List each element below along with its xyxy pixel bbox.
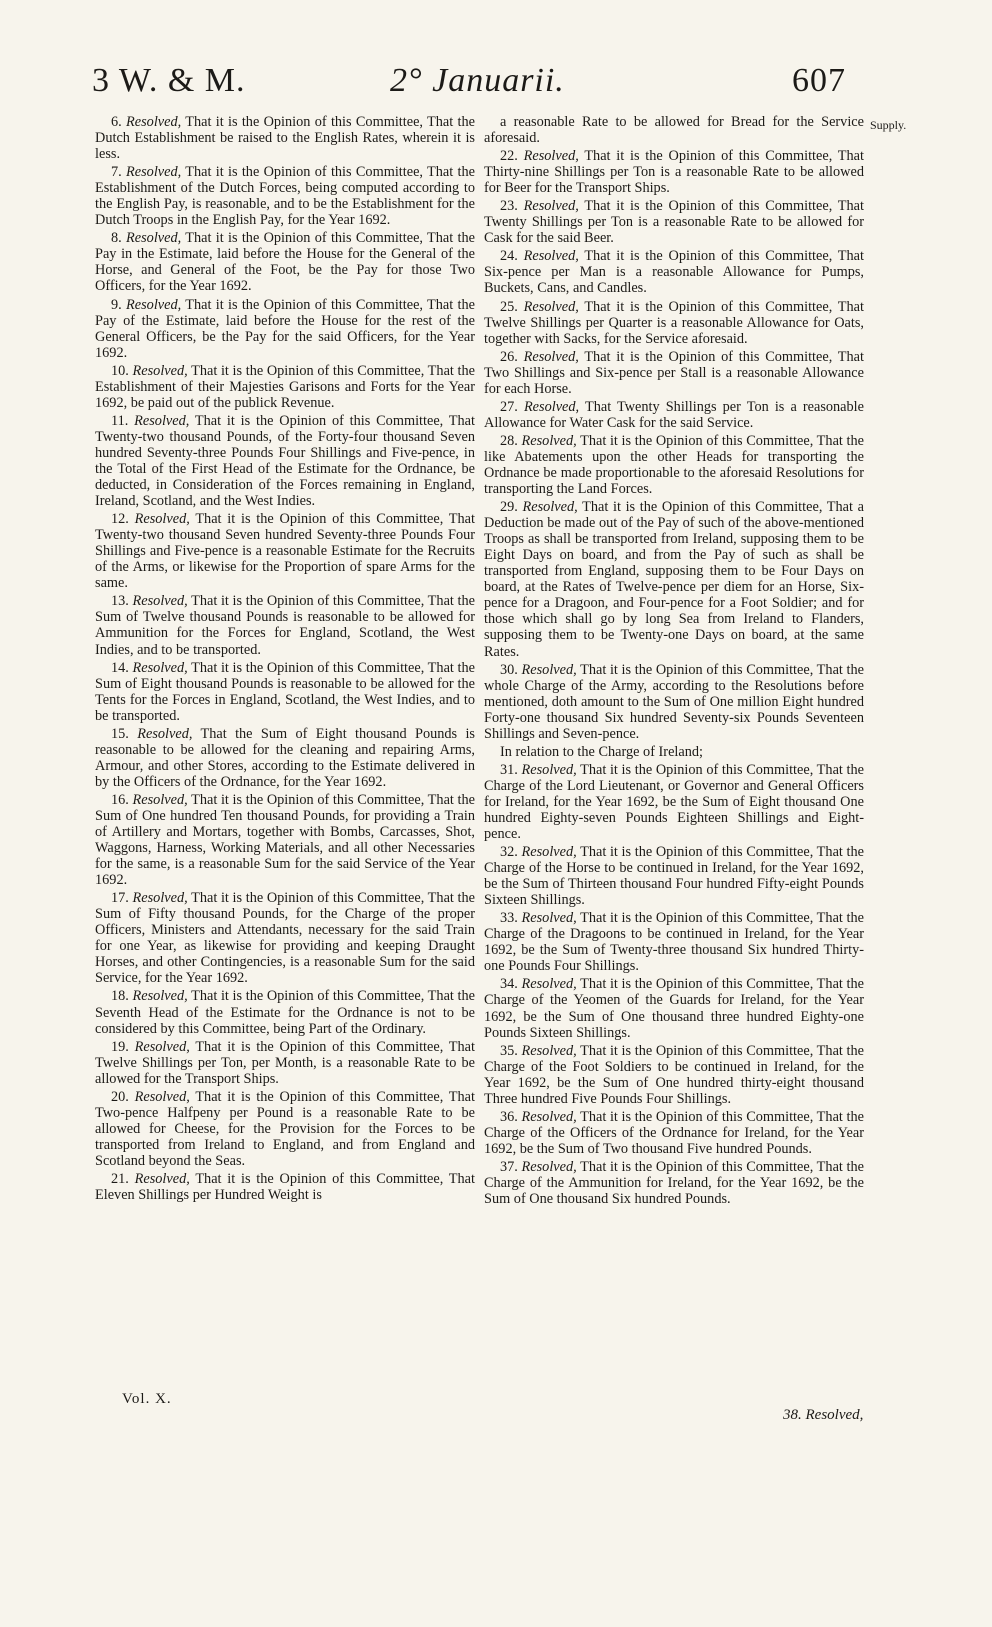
catchword: 38. Resolved, (783, 1407, 864, 1423)
resolution-number: 23. (500, 198, 518, 215)
resolution-paragraph (95, 726, 475, 790)
resolution-paragraph (95, 511, 475, 591)
resolution-number: 8. (111, 230, 122, 247)
resolved-word: Resolved, (132, 791, 188, 808)
resolution-text: That it is the Opinion of this Committee, That the Charge of the Horse to be continued in Ireland, for the Year 1692, be the Sum of Thirteen thousand Four hundred Fifty-eight Pounds Sixteen Shillings. (484, 844, 864, 909)
resolution-text: That it is the Opinion of this Committee, That Twenty Shillings per Ton is a reasonable Rate to be allowed for Cask for the said Beer. (484, 198, 864, 247)
resolution-text: That it is the Opinion of this Committee, That the Sum of Fifty thousand Pounds, for the Charge of the proper Officers, Ministers and Attendants, necessary for the said Train for one Year, as likewise for providing and keeping Draught Horses, and other Contingencies, is a reasonable Sum for the said Service, for the Year 1692. (95, 890, 475, 987)
resolution-paragraph (95, 890, 475, 986)
resolution-number: 32. (500, 844, 518, 861)
resolution-number: 20. (111, 1088, 129, 1105)
resolution-text: That it is the Opinion of this Committee, That Two-pence Halfpeny per Pound is a reasonable Rate to be allowed for Cheese, for the Provision for the Forces to be transported from Ireland to England, and from England and Scotland beyond the Seas. (95, 1088, 475, 1169)
resolution-paragraph (484, 114, 864, 146)
resolution-number: 22. (500, 148, 518, 165)
resolution-paragraph (95, 1039, 475, 1087)
resolution-text: That it is the Opinion of this Committee, That Twelve Shillings per Quarter is a reasonable Allowance for Oats, together with Sacks, for the Service aforesaid. (484, 298, 864, 347)
resolution-text: That it is the Opinion of this Committee, That the Charge of the Lord Lieutenant, or Governor and General Officers for Ireland, for the Year 1692, be the Sum of Eight thousand One hundred Eighty-seven Pounds Eighteen Shillings and Eight-pence. (484, 761, 864, 843)
resolution-text: That it is the Opinion of this Committee, That the Charge of the Yeomen of the Guards for Ireland, for the Year 1692, be the Sum of One thousand three hundred Eighty-one Pounds Sixteen Shillings. (484, 976, 864, 1041)
resolution-number: 15. (111, 725, 129, 742)
resolved-word: Resolved, (523, 148, 579, 165)
resolved-word: Resolved, (521, 661, 577, 678)
resolution-number: 12. (111, 511, 129, 528)
resolution-number: 24. (500, 248, 518, 265)
resolution-text: That it is the Opinion of this Committee, That the Establishment of their Majesties Garisons and Forts for the Year 1692, be paid out of the publick Revenue. (95, 362, 475, 411)
resolution-number: 29. (500, 499, 518, 516)
resolution-text: That it is the Opinion of this Committee, That Twelve Shillings per Ton, per Month, is a reasonable Rate to be allowed for the Transport Ships. (95, 1038, 475, 1087)
resolution-paragraph (95, 230, 475, 294)
resolution-paragraph (484, 148, 864, 196)
margin-note-supply: Supply. (870, 118, 907, 132)
resolution-text: That it is the Opinion of this Committee, That the Charge of the Ammunition for Ireland, for the Year 1692, be the Sum of One thousand Six hundred Pounds. (484, 1158, 864, 1208)
resolution-number: 34. (500, 976, 518, 993)
resolution-number: 9. (111, 296, 122, 313)
resolution-text: That it is the Opinion of this Committee, That the Sum of Eight thousand Pounds is reasonable to be allowed for the Tents for the Forces in England, Scotland, the West Indies, and to be transported. (95, 659, 475, 724)
resolution-text: That Twenty Shillings per Ton is a reasonable Allowance for Water Cask for the said Service. (484, 398, 864, 431)
resolved-word: Resolved, (132, 362, 188, 379)
resolution-text: That it is the Opinion of this Committee, That the Charge of the Dragoons to be continued in Ireland, for the Year 1692, be the Sum of Twenty-three thousand Six hundred Thirty-one Pounds Four Shillings. (484, 910, 864, 975)
resolution-paragraph (95, 988, 475, 1036)
resolution-paragraph (484, 349, 864, 397)
resolution-number: 35. (500, 1042, 518, 1059)
resolution-text: That it is the Opinion of this Committee, That the Sum of One hundred Ten thousand Pounds, for providing a Train of Artillery and Mortars, together with Bombs, Carcasses, Shot, Waggons, Harness, Working Materials, and all other Necessaries for the same, is a reasonable Sum for the said Service of the Year 1692. (95, 791, 475, 889)
resolution-paragraph (95, 1171, 475, 1203)
running-head-regnal-year: 3 W. & M. (92, 62, 246, 99)
resolved-word: Resolved, (134, 412, 190, 429)
resolved-word: Resolved, (521, 432, 577, 449)
resolution-number: 11. (111, 412, 129, 429)
resolution-number: 36. (500, 1108, 518, 1125)
page-number: 607 (792, 62, 846, 99)
resolution-paragraph (484, 744, 864, 760)
volume-marker: Vol. X. (122, 1391, 172, 1407)
resolution-text: That it is the Opinion of this Committee, That Twenty-two thousand Seven hundred Seventy-three Pounds Four Shillings and Five-pence is a reasonable Estimate for the Recruits of the Arms, or likewise for the Proportion of spare Arms for the same. (95, 511, 475, 592)
resolution-text: That it is the Opinion of this Committee, That the Charge of the Officers of the Ordnance for Ireland, for the Year 1692, be the Sum of Two thousand Five hundred Pounds. (484, 1108, 864, 1157)
resolved-word: Resolved, (126, 296, 182, 313)
resolution-text: That the Sum of Eight thousand Pounds is reasonable to be allowed for the cleaning and repairing Arms, Armour, and other Stores, according to the Estimate delivered in by the Officers of the Ordnance, for the Year 1692. (95, 725, 475, 790)
resolution-text: That it is the Opinion of this Committee, That Eleven Shillings per Hundred Weight is (95, 1171, 475, 1204)
resolution-number: 10. (111, 362, 129, 379)
resolution-number: 6. (111, 114, 122, 130)
resolved-word: Resolved, (134, 511, 190, 528)
resolved-word: Resolved, (521, 1158, 577, 1175)
resolved-word: Resolved, (137, 725, 193, 742)
resolved-word: Resolved, (521, 761, 577, 778)
resolved-word: Resolved, (521, 844, 577, 861)
resolution-paragraph (484, 976, 864, 1040)
resolution-paragraph (95, 660, 475, 724)
resolution-text: That it is the Opinion of this Committee, That Six-pence per Man is a reasonable Allowance for Pumps, Buckets, Cans, and Candles. (484, 248, 864, 297)
resolution-number: 16. (111, 791, 129, 808)
resolved-word: Resolved, (134, 1088, 190, 1105)
resolved-word: Resolved, (523, 348, 579, 365)
resolved-word: Resolved, (523, 398, 580, 415)
resolution-number: 14. (111, 659, 129, 676)
resolution-text: That it is the Opinion of this Committee, That a Deduction be made out of the Pay of such of the above-mentioned Troops as shall be transported from Ireland, supposing them to be Eight Days on board, and from the Pay of such as shall be transported from England, supposing them to be Four Days on board, at the Rates of Twelve-pence per diem for an Horse, Six-pence for a Dragoon, and Four-pence for a Foot Soldier; and for those which shall go by long Sea from Ireland to Flanders, supposing them to be Twenty-one Days on board, at the same Rates. (484, 499, 864, 660)
resolution-paragraph (484, 499, 864, 659)
resolution-text: That it is the Opinion of this Committee, That the whole Charge of the Army, according to the Resolutions before mentioned, doth amount to the Sum of One million Eight hundred Forty-one thousand Six hundred Seventy-six Pounds Seventeen Shillings and Seven-pence. (484, 661, 864, 742)
resolution-number: 26. (500, 348, 518, 365)
resolved-word: Resolved, (521, 1108, 577, 1125)
resolution-paragraph (484, 1109, 864, 1157)
resolved-word: Resolved, (134, 1038, 190, 1055)
resolution-paragraph (95, 593, 475, 657)
resolution-paragraph (484, 662, 864, 742)
resolution-text: In relation to the Charge of Ireland; (500, 743, 703, 760)
resolved-word: Resolved, (523, 248, 579, 265)
right-column (484, 114, 864, 1209)
resolution-paragraph (484, 910, 864, 974)
resolution-text: That it is the Opinion of this Committee, That the Seventh Head of the Estimate for the Ordnance is not to be considered by this Committee, being Part of the Ordinary. (95, 988, 475, 1037)
resolution-paragraph (484, 1159, 864, 1207)
resolution-number: 7. (111, 164, 122, 181)
resolved-word: Resolved, (132, 593, 188, 610)
resolution-paragraph (484, 844, 864, 908)
resolution-paragraph (484, 433, 864, 497)
resolved-word: Resolved, (521, 976, 577, 993)
resolution-paragraph (484, 762, 864, 842)
resolved-word: Resolved, (132, 890, 188, 907)
resolution-text: That it is the Opinion of this Committee, That the like Abatements upon the other Heads for transporting the Ordnance be made proportionable to the aforesaid Resolutions for transporting the Land Forces. (484, 432, 864, 498)
resolution-number: 31. (500, 761, 518, 778)
resolution-number: 18. (111, 988, 129, 1005)
resolution-text: That it is the Opinion of this Committee, That the Charge of the Foot Soldiers to be continued in Ireland, for the Year 1692, be the Sum of One hundred thirty-eight thousand Three hundred Five Pounds Four Shillings. (484, 1042, 864, 1107)
resolution-paragraph (95, 792, 475, 888)
resolution-text: That it is the Opinion of this Committee, That the Pay in the Estimate, laid before the House for the General of the Horse, and General of the Foot, be the Pay for those Two Officers, for the Year 1692. (95, 230, 475, 295)
resolution-paragraph (95, 297, 475, 361)
resolved-word: Resolved, (521, 1042, 577, 1059)
resolution-number: 13. (111, 593, 129, 610)
resolution-paragraph (484, 198, 864, 246)
resolution-number: 30. (500, 661, 518, 678)
resolution-paragraph (95, 114, 475, 162)
resolution-text: That it is the Opinion of this Committee, That the Dutch Establishment be raised to the English Rates, wherein it is less. (95, 114, 475, 163)
resolution-text: a reasonable Rate to be allowed for Bread for the Service aforesaid. (484, 114, 864, 147)
resolution-number: 17. (111, 890, 129, 907)
resolution-paragraph (95, 1089, 475, 1169)
resolution-number: 25. (500, 298, 518, 315)
resolution-text: That it is the Opinion of this Committee, That Two Shillings and Six-pence per Stall is a reasonable Allowance for each Horse. (484, 348, 864, 397)
resolved-word: Resolved, (132, 988, 188, 1005)
resolution-text: That it is the Opinion of this Committee, That Twenty-two thousand Pounds, of the Forty-four thousand Seven hundred Seventy-three Pounds Four Shillings and Five-pence, in the Total of the First Head of the Estimate for the Ordnance, be deducted, in Consideration of the Forces remaining in England, Ireland, Scotland, and the West Indies. (95, 412, 475, 510)
resolution-paragraph (95, 363, 475, 411)
resolution-paragraph (484, 1043, 864, 1107)
resolution-paragraph (484, 399, 864, 431)
resolution-number: 19. (111, 1038, 129, 1055)
resolved-word: Resolved, (523, 298, 579, 315)
resolution-paragraph (95, 164, 475, 228)
resolution-text: That it is the Opinion of this Committee, That the Establishment of the Dutch Forces, being computed according to the English Pay, is reasonable, and to be the Establishment for the Dutch Troops in the English Pay, for the Year 1692. (95, 164, 475, 229)
resolved-word: Resolved, (126, 114, 182, 130)
resolution-text: That it is the Opinion of this Committee, That the Pay of the Estimate, laid before the House for the rest of the General Officers, be the Pay for the said Officers, for the Year 1692. (95, 296, 475, 361)
resolved-word: Resolved, (132, 659, 188, 676)
running-head-date: 2° Januarii. (390, 62, 565, 99)
resolution-number: 28. (500, 432, 518, 449)
resolution-paragraph (484, 299, 864, 347)
resolved-word: Resolved, (521, 910, 577, 927)
left-column (95, 114, 475, 1205)
resolution-text: That it is the Opinion of this Committee, That Thirty-nine Shillings per Ton is a reasonable Rate to be allowed for Beer for the Transport Ships. (484, 148, 864, 197)
resolution-number: 21. (111, 1171, 129, 1187)
resolution-number: 27. (500, 398, 518, 415)
resolution-text: That it is the Opinion of this Committee, That the Sum of Twelve thousand Pounds is reasonable to be allowed for Ammunition for the Forces for England, Scotland, the West Indies, and to be transported. (95, 593, 475, 658)
resolution-paragraph (484, 248, 864, 296)
resolution-number: 37. (500, 1158, 518, 1175)
resolved-word: Resolved, (134, 1171, 190, 1187)
resolved-word: Resolved, (126, 230, 182, 247)
resolved-word: Resolved, (522, 499, 578, 516)
resolved-word: Resolved, (523, 198, 579, 215)
resolution-paragraph (95, 413, 475, 509)
resolution-number: 33. (500, 910, 518, 927)
resolved-word: Resolved, (126, 164, 182, 181)
